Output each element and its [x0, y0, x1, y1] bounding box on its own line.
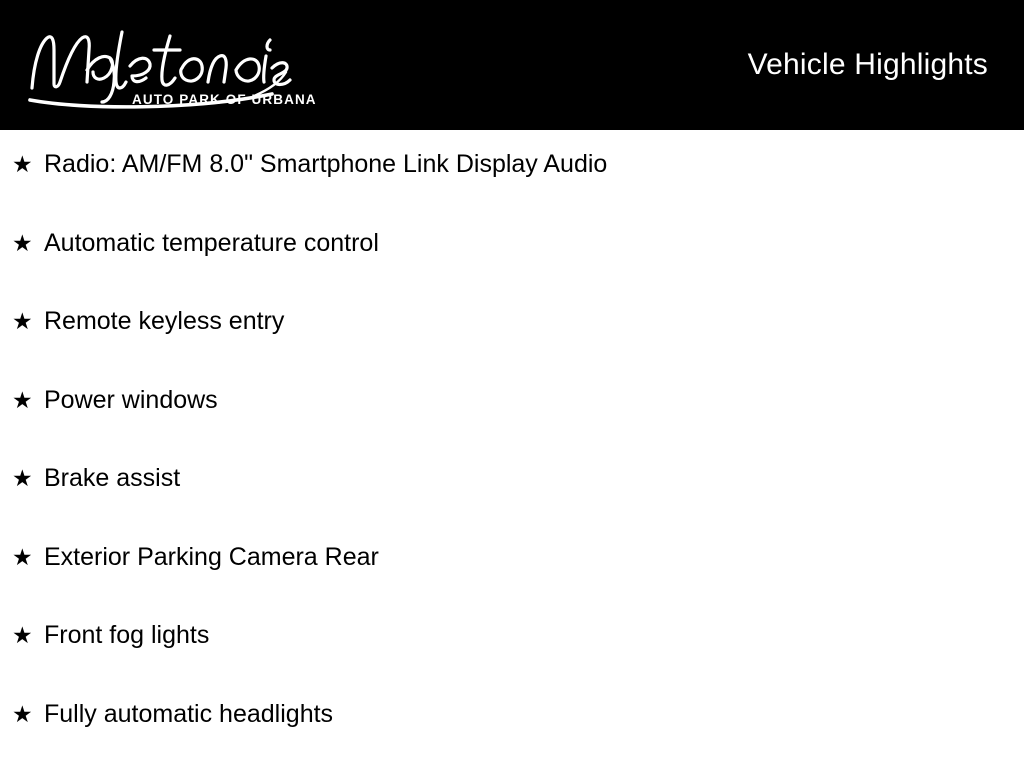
- list-item-label: Remote keyless entry: [44, 309, 284, 334]
- star-icon: ★: [12, 704, 44, 727]
- vehicle-highlights-list: [0, 130, 1024, 780]
- star-icon: ★: [12, 547, 44, 570]
- page-title: Vehicle Highlights: [748, 48, 988, 82]
- list-item-label: Power windows: [44, 388, 218, 413]
- list-item-label: Radio: AM/FM 8.0" Smartphone Link Display Audio: [44, 152, 607, 177]
- star-icon: ★: [12, 311, 44, 334]
- list-item: [0, 388, 1024, 467]
- list-item: [0, 309, 1024, 388]
- list-item-label: Front fog lights: [44, 623, 209, 648]
- list-item: [0, 623, 1024, 702]
- list-item: [0, 702, 1024, 780]
- list-item-label: Brake assist: [44, 466, 180, 491]
- star-icon: ★: [12, 390, 44, 413]
- page-header: [0, 0, 1024, 130]
- list-item-label: Automatic temperature control: [44, 231, 379, 256]
- star-icon: ★: [12, 468, 44, 491]
- list-item: [0, 545, 1024, 624]
- list-item: [0, 466, 1024, 545]
- dealer-logo: [14, 10, 304, 120]
- list-item: [0, 152, 1024, 231]
- star-icon: ★: [12, 154, 44, 177]
- star-icon: ★: [12, 625, 44, 648]
- list-item-label: Fully automatic headlights: [44, 702, 333, 727]
- star-icon: ★: [12, 233, 44, 256]
- list-item-label: Exterior Parking Camera Rear: [44, 545, 379, 570]
- list-item: [0, 231, 1024, 310]
- dealer-logo-subtitle: AUTO PARK OF URBANA: [132, 92, 317, 107]
